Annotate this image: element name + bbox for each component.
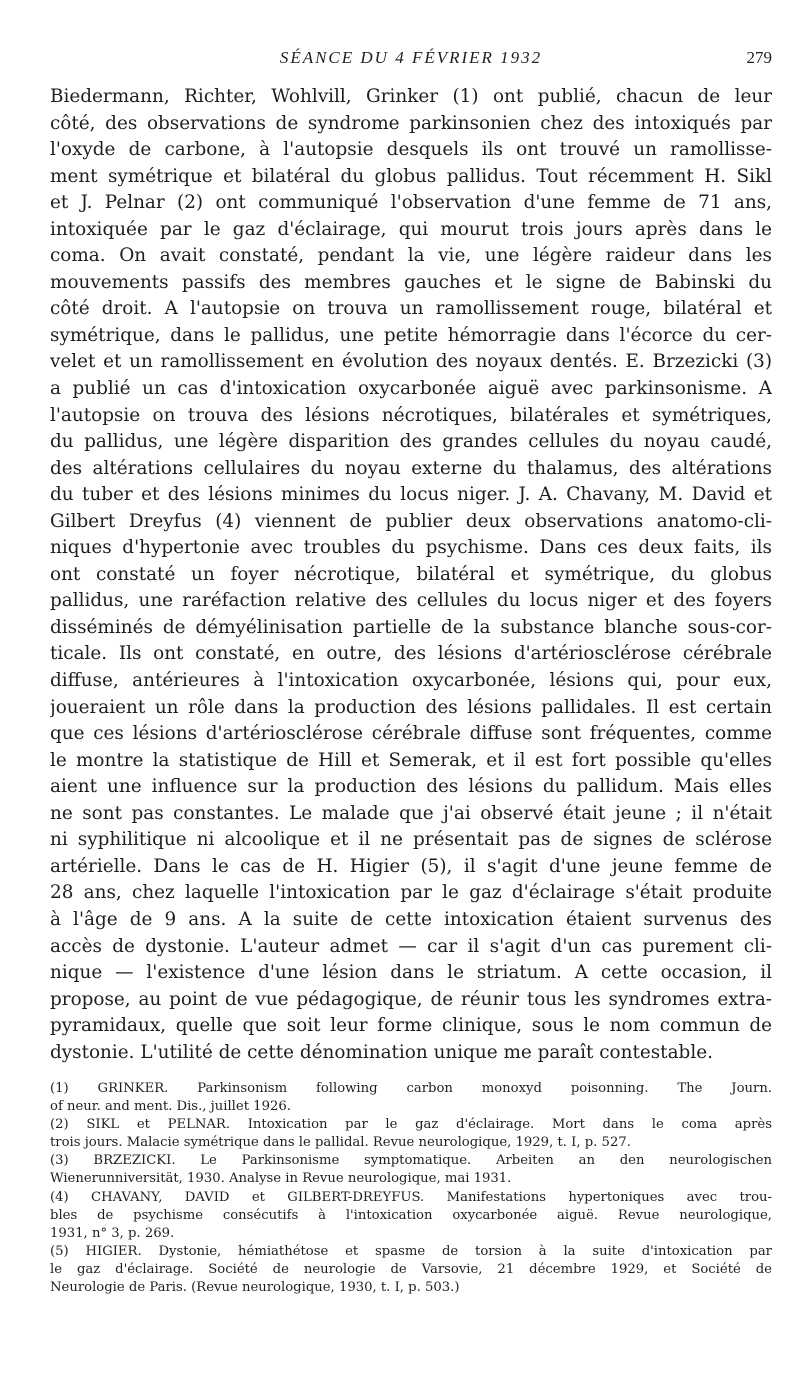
body-line: dystonie. L'utilité de cette dénomination unique me paraît contestable. xyxy=(50,1041,713,1063)
body-line: ticale. Ils ont constaté, en outre, des lésions d'artériosclérose cérébrale xyxy=(50,643,772,665)
body-line: pallidus, une raréfaction relative des cellules du locus niger et des foyers xyxy=(50,590,772,612)
body-line: que ces lésions d'artériosclérose cérébrale diffuse sont fréquentes, comme xyxy=(50,723,772,745)
footnote-line: le gaz d'éclairage. Société de neurologie de Varsovie, 21 décembre 1929, et Société de xyxy=(50,1261,772,1277)
body-line: disséminés de démyélinisation partielle de la substance blanche sous-cor- xyxy=(50,616,772,638)
footnote-line: Wienerunniversität, 1930. Analyse in Revue neurologique, mai 1931. xyxy=(50,1171,512,1187)
body-line: du pallidus, une légère disparition des grandes cellules du noyau caudé, xyxy=(50,431,772,453)
body-line: mouvements passifs des membres gauches et le signe de Babinski du xyxy=(50,271,772,293)
footnote xyxy=(50,1152,772,1188)
body-line: du tuber et des lésions minimes du locus niger. J. A. Chavany, M. David et xyxy=(50,484,772,506)
page-number: 279 xyxy=(746,48,772,67)
footnote xyxy=(50,1189,772,1243)
body-line: nique — l'existence d'une lésion dans le striatum. A cette occasion, il xyxy=(50,962,772,984)
body-line: intoxiquée par le gaz d'éclairage, qui mourut trois jours après dans le xyxy=(50,218,772,240)
running-title: SÉANCE DU 4 FÉVRIER 1932 xyxy=(279,48,543,67)
body-line: 28 ans, chez laquelle l'intoxication par le gaz d'éclairage s'était produite xyxy=(50,882,772,904)
footnote-line: trois jours. Malacie symétrique dans le pallidal. Revue neurologique, 1929, t. I, p. 527. xyxy=(50,1135,631,1151)
footnote-line: (5) HIGIER. Dystonie, hémiathétose et spasme de torsion à la suite d'intoxication par xyxy=(50,1243,772,1259)
body-line: coma. On avait constaté, pendant la vie, une légère raideur dans les xyxy=(50,245,772,267)
body-line: côté, des observations de syndrome parkinsonien chez des intoxiqués par xyxy=(50,112,772,134)
body-line: velet et un ramollissement en évolution des noyaux dentés. E. Brzezicki (3) xyxy=(50,351,772,373)
footnote-line: (2) SIKL et PELNAR. Intoxication par le gaz d'éclairage. Mort dans le coma après xyxy=(50,1117,772,1133)
body-line: Gilbert Dreyfus (4) viennent de publier deux observations anatomo-cli- xyxy=(50,510,772,532)
body-line: propose, au point de vue pédagogique, de réunir tous les syndromes extra- xyxy=(50,988,772,1010)
footnote xyxy=(50,1116,772,1152)
footnote-line: bles de psychisme consécutifs à l'intoxication oxycarbonée aiguë. Revue neurologique, xyxy=(50,1207,772,1223)
body-line: côté droit. A l'autopsie on trouva un ramollissement rouge, bilatéral et xyxy=(50,298,772,320)
body-line: et J. Pelnar (2) ont communiqué l'observation d'une femme de 71 ans, xyxy=(50,192,772,214)
body-line: niques d'hypertonie avec troubles du psychisme. Dans ces deux faits, ils xyxy=(50,537,772,559)
body-line: pyramidaux, quelle que soit leur forme clinique, sous le nom commun de xyxy=(50,1015,772,1037)
running-header xyxy=(50,44,772,74)
body-line: ment symétrique et bilatéral du globus pallidus. Tout récemment H. Sikl xyxy=(50,165,772,187)
body-line: Biedermann, Richter, Wohlvill, Grinker (1) ont publié, chacun de leur xyxy=(50,86,772,107)
footnote-line: (4) CHAVANY, DAVID et GILBERT-DREYFUS. Manifestations hypertoniques avec trou- xyxy=(50,1189,772,1205)
body-text xyxy=(50,84,772,1066)
body-line: l'oxyde de carbone, à l'autopsie desquels ils ont trouvé un ramollisse- xyxy=(50,139,772,161)
body-line: diffuse, antérieures à l'intoxication oxycarbonée, lésions qui, pour eux, xyxy=(50,670,772,692)
footnote-line: (1) GRINKER. Parkinsonism following carbon monoxyd poisonning. The Journ. xyxy=(50,1081,772,1096)
body-line: joueraient un rôle dans la production des lésions pallidales. Il est certain xyxy=(50,696,772,718)
footnote-line: Neurologie de Paris. (Revue neurologique, 1930, t. I, p. 503.) xyxy=(50,1280,460,1296)
body-line: à l'âge de 9 ans. A la suite de cette intoxication étaient survenus des xyxy=(50,908,772,930)
body-line: le montre la statistique de Hill et Semerak, et il est fort possible qu'elles xyxy=(50,749,772,771)
body-line: ne sont pas constantes. Le malade que j'ai observé était jeune ; il n'était xyxy=(50,802,772,824)
footnote xyxy=(50,1243,772,1297)
footnote-line: (3) BRZEZICKI. Le Parkinsonisme symptomatique. Arbeiten an den neurologischen xyxy=(50,1153,772,1169)
body-line: a publié un cas d'intoxication oxycarbonée aiguë avec parkinsonisme. A xyxy=(50,378,772,400)
footnotes xyxy=(50,1080,772,1297)
body-line: accès de dystonie. L'auteur admet — car il s'agit d'un cas purement cli- xyxy=(50,935,772,957)
body-line: aient une influence sur la production des lésions du pallidum. Mais elles xyxy=(50,776,772,798)
footnote xyxy=(50,1080,772,1116)
body-line: ni syphilitique ni alcoolique et il ne présentait pas de signes de sclérose xyxy=(50,829,772,851)
footnote-line: 1931, n° 3, p. 269. xyxy=(50,1225,175,1241)
body-line: artérielle. Dans le cas de H. Higier (5), il s'agit d'une jeune femme de xyxy=(50,855,772,877)
body-line: des altérations cellulaires du noyau externe du thalamus, des altérations xyxy=(50,457,772,479)
body-line: symétrique, dans le pallidus, une petite hémorragie dans l'écorce du cer- xyxy=(50,324,772,346)
body-line: l'autopsie on trouva des lésions nécrotiques, bilatérales et symétriques, xyxy=(50,404,772,426)
body-line: ont constaté un foyer nécrotique, bilatéral et symétrique, du globus xyxy=(50,563,772,585)
footnote-line: of neur. and ment. Dis., juillet 1926. xyxy=(50,1099,291,1115)
